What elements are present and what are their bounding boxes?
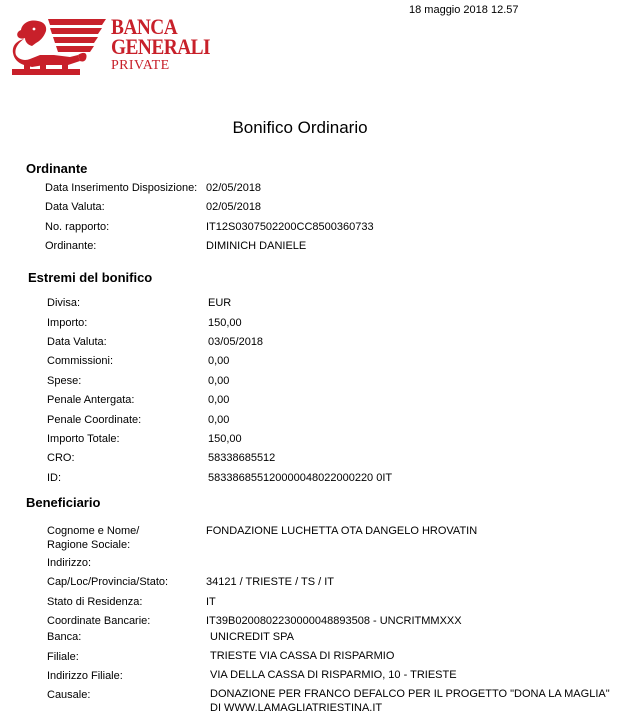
value-divisa: EUR — [208, 297, 232, 309]
value-filiale: TRIESTE VIA CASSA DI RISPARMIO — [210, 650, 395, 662]
label-cro: CRO: — [47, 452, 75, 464]
label-indirizzo: Indirizzo: — [47, 557, 92, 569]
label-cap-loc: Cap/Loc/Provincia/Stato: — [47, 576, 169, 588]
label-id: ID: — [47, 472, 62, 484]
value-importo-totale: 150,00 — [208, 433, 242, 445]
label-banca: Banca: — [47, 631, 82, 643]
value-banca: UNICREDIT SPA — [210, 631, 294, 643]
label-commissioni: Commissioni: — [47, 355, 114, 367]
value-id: 583386855120000048022000220 0IT — [208, 472, 393, 484]
value-importo: 150,00 — [208, 317, 242, 329]
value-no-rapporto: IT12S0307502200CC8500360733 — [206, 221, 374, 233]
logo-line-banca: BANCA — [111, 14, 178, 39]
value-stato-residenza: IT — [206, 596, 216, 608]
label-data-valuta-estremi: Data Valuta: — [47, 336, 107, 348]
value-coordinate-bancarie: IT39B0200802230000048893508 - UNCRITMMXXX — [206, 615, 462, 627]
label-spese: Spese: — [47, 375, 82, 387]
winged-lion-icon — [10, 15, 108, 77]
logo-wordmark — [111, 14, 224, 75]
section-title-beneficiario: Beneficiario — [26, 495, 101, 510]
label-causale: Causale: — [47, 689, 91, 701]
label-indirizzo-filiale: Indirizzo Filiale: — [47, 670, 123, 682]
label-importo-totale: Importo Totale: — [47, 433, 120, 445]
value-ordinante: DIMINICH DANIELE — [206, 240, 307, 252]
label-cognome-nome: Cognome e Nome/ — [47, 525, 140, 537]
label-coordinate-bancarie: Coordinate Bancarie: — [47, 615, 151, 627]
print-datetime: 18 maggio 2018 12.57 — [409, 4, 519, 16]
label-data-valuta-ordinante: Data Valuta: — [45, 201, 105, 213]
value-cognome-nome: FONDAZIONE LUCHETTA OTA DANGELO HROVATIN — [206, 525, 478, 537]
banca-generali-logo — [10, 15, 215, 77]
value-commissioni: 0,00 — [208, 355, 230, 367]
value-data-inserimento: 02/05/2018 — [206, 182, 262, 194]
value-penale-coordinate: 0,00 — [208, 414, 230, 426]
label-penale-coordinate: Penale Coordinate: — [47, 414, 142, 426]
label-stato-residenza: Stato di Residenza: — [47, 596, 143, 608]
section-title-ordinante: Ordinante — [26, 161, 88, 176]
label-data-inserimento: Data Inserimento Disposizione: — [45, 182, 198, 194]
label-ordinante: Ordinante: — [45, 240, 97, 252]
value-cro: 58338685512 — [208, 452, 276, 464]
page-title: Bonifico Ordinario — [232, 118, 368, 137]
value-data-valuta-estremi: 03/05/2018 — [208, 336, 264, 348]
value-data-valuta-ordinante: 02/05/2018 — [206, 201, 262, 213]
value-cap-loc: 34121 / TRIESTE / TS / IT — [206, 576, 334, 588]
label-divisa: Divisa: — [47, 297, 81, 309]
label-importo: Importo: — [47, 317, 88, 329]
value-causale-line1: DONAZIONE PER FRANCO DEFALCO PER IL PROGETTO "DONA LA MAGLIA" — [210, 688, 610, 700]
section-title-estremi: Estremi del bonifico — [28, 270, 153, 285]
value-indirizzo-filiale: VIA DELLA CASSA DI RISPARMIO, 10 - TRIESTE — [210, 669, 457, 681]
label-no-rapporto: No. rapporto: — [45, 221, 110, 233]
value-penale-antergata: 0,00 — [208, 394, 230, 406]
label-penale-antergata: Penale Antergata: — [47, 394, 135, 406]
value-causale-line2: DI WWW.LAMAGLIATRIESTINA.IT — [210, 702, 383, 714]
logo-line-generali: GENERALI — [111, 34, 211, 59]
label-filiale: Filiale: — [47, 651, 79, 663]
logo-line-private: PRIVATE — [111, 58, 170, 73]
value-spese: 0,00 — [208, 375, 230, 387]
label-ragione-sociale: Ragione Sociale: — [47, 539, 131, 551]
